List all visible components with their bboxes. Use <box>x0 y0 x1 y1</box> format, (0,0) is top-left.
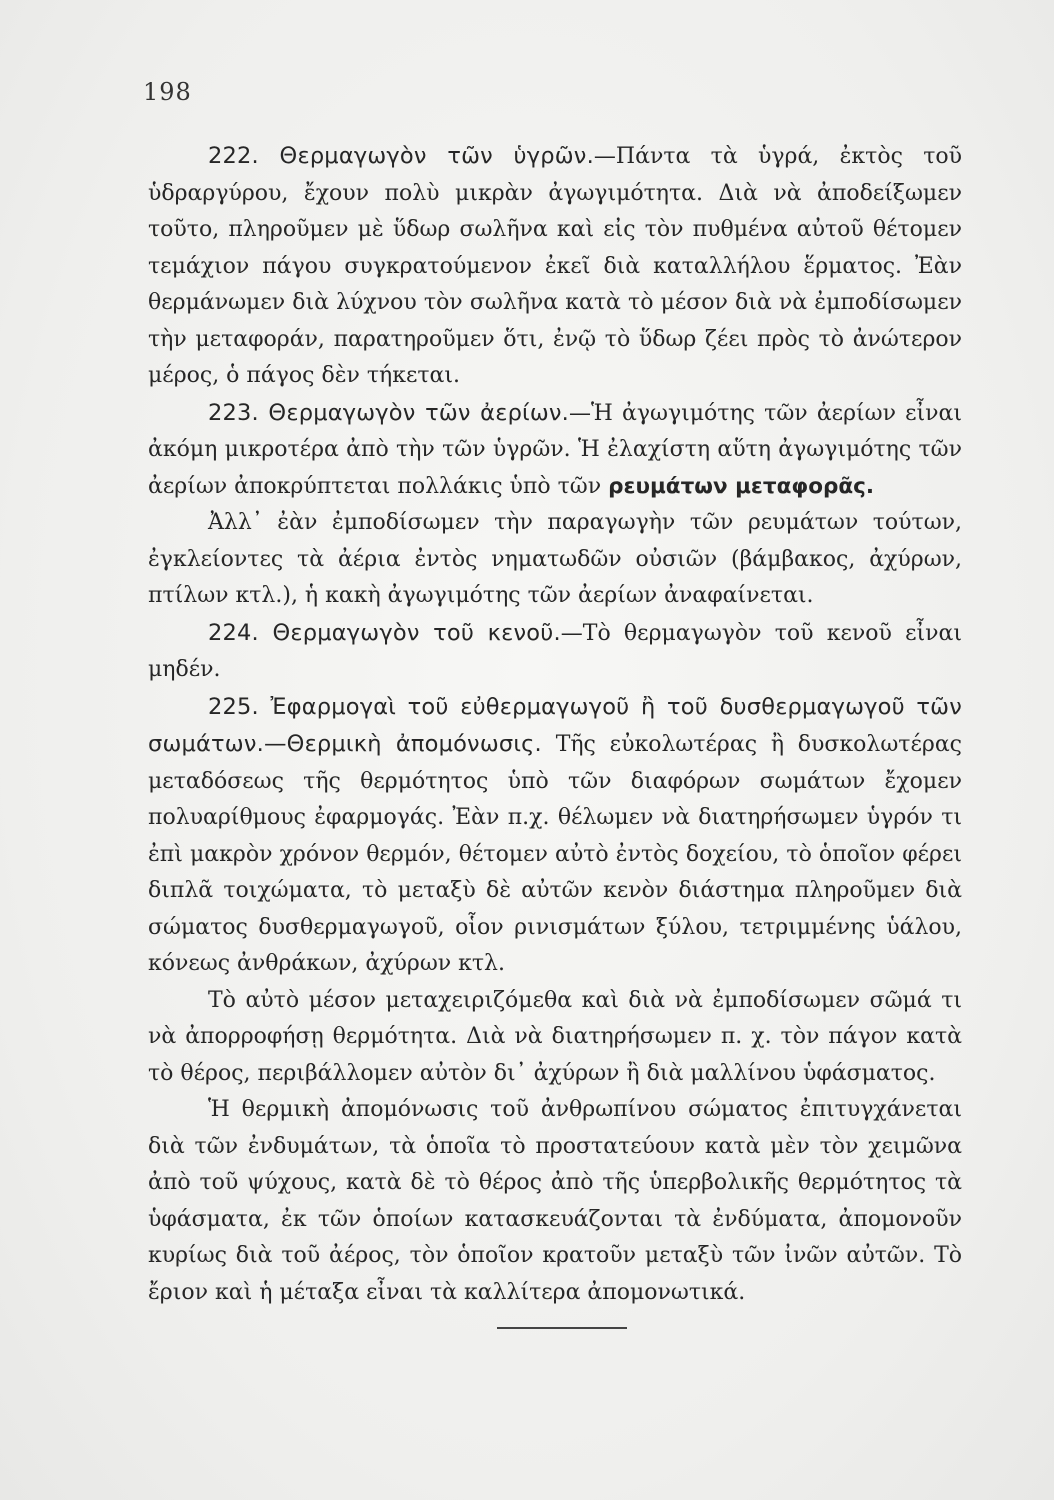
section-223-paragraph-2: Ἀλλ᾽ ἐὰν ἐμποδίσωμεν τὴν παραγωγὴν τῶν ρευμάτων τούτων, ἐγκλείοντες τὰ ἀέρια ἐντὸς νηματωδῶν οὐσιῶν (βάμβακος, ἀχύρων, πτίλων κτλ.), ἡ κακὴ ἀγωγιμότης τῶν ἀερίων ἀναφαίνεται. <box>148 510 962 608</box>
section-222-heading: 222. Θερμαγωγὸν τῶν ὑγρῶν. <box>208 143 594 169</box>
end-divider-rule <box>497 1327 627 1329</box>
section-222 <box>148 138 962 395</box>
section-223-body: —Ἡ ἀγωγιμότης τῶν ἀερίων εἶναι ἀκόμη μικροτέρα ἀπὸ τὴν τῶν ὑγρῶν. Ἡ ἐλαχίστη αὕτη ἀγωγιμότης τῶν ἀερίων ἀποκρύπτεται πολλάκις ὑπὸ τῶν <box>148 400 962 499</box>
section-224-heading: 224. Θερμαγωγὸν τοῦ κενοῦ. <box>208 619 561 646</box>
section-224 <box>148 615 962 689</box>
section-225-paragraph-3: Ἡ θερμικὴ ἀπομόνωσις τοῦ ἀνθρωπίνου σώματος ἐπιτυγχάνεται διὰ τῶν ἐνδυμάτων, τὰ ὁποῖα τὸ προστατεύουν κατὰ μὲν τὸν χειμῶνα ἀπὸ τοῦ ψύχους, κατὰ δὲ τὸ θέρος ἀπὸ τῆς ὑπερβολικῆς θερμότητος τὰ ὑφάσματα, ἐκ τῶν ὁποίων κατασκευάζονται τὰ ἐνδύματα, ἀπομονοῦν κυρίως διὰ τοῦ ἀέρος, τὸν ὁποῖον κρατοῦν μεταξὺ τῶν ἰνῶν αὐτῶν. Τὸ ἔριον καὶ ἡ μέταξα εἶναι τὰ καλλίτερα ἀπομονωτικά. <box>148 1097 962 1305</box>
section-225-heading: 225. Ἐφαρμογαὶ τοῦ εὐθερμαγωγοῦ ἢ τοῦ δυσθερμαγωγοῦ τῶν σωμάτων.—Θερμικὴ ἀπομόνωσις. <box>148 693 962 757</box>
section-224-body: —Τὸ θερμαγωγὸν τοῦ κενοῦ εἶναι μηδέν. <box>148 620 962 682</box>
section-223-heading: 223. Θερμαγωγὸν τῶν ἀερίων. <box>208 399 570 426</box>
section-225 <box>148 689 962 983</box>
section-222-body: —Πάντα τὰ ὑγρά, ἐκτὸς τοῦ ὑδραργύρου, ἔχουν πολὺ μικρὰν ἀγωγιμότητα. Διὰ νὰ ἀποδείξωμεν τοῦτο, πληροῦμεν μὲ ὕδωρ σωλῆνα καὶ εἰς τὸν πυθμένα αὐτοῦ θέτομεν τεμάχιον πάγου συγκρατούμενον ἐκεῖ διὰ καταλλήλου ἕρματος. Ἐὰν θερμάνωμεν διὰ λύχνου τὸν σωλῆνα κατὰ τὸ μέσον διὰ νὰ ἐμποδίσωμεν τὴν μεταφοράν, παρατηροῦμεν ὅτι, ἐνῷ τὸ ὕδωρ ζέει πρὸς τὸ ἀνώτερον μέρος, ὁ πάγος δὲν τήκεται. <box>148 144 962 388</box>
section-225-body: Τῆς εὐκολωτέρας ἢ δυσκολωτέρας μεταδόσεως τῆς θερμότητος ὑπὸ τῶν διαφόρων σωμάτων ἔχομεν πολυαρίθμους ἐφαρμογάς. Ἐὰν π.χ. θέλωμεν νὰ διατηρήσωμεν ὑγρόν τι ἐπὶ μακρὸν χρόνον θερμόν, θέτομεν αὐτὸ ἐντὸς δοχείου, τὸ ὁποῖον φέρει διπλᾶ τοιχώματα, τὸ μεταξὺ δὲ αὐτῶν κενὸν διάστημα πληροῦμεν διὰ σώματος δυσθερμαγωγοῦ, οἷον ρινισμάτων ξύλου, τετριμμένης ὑάλου, κόνεως ἀνθράκων, ἀχύρων κτλ. <box>148 732 962 976</box>
section-223-bold-term: ρευμάτων μεταφορᾶς. <box>608 473 875 499</box>
page-content <box>148 138 962 1311</box>
page-number: 198 <box>143 78 192 106</box>
section-225-paragraph-2: Τὸ αὐτὸ μέσον μεταχειριζόμεθα καὶ διὰ νὰ ἐμποδίσωμεν σῶμά τι νὰ ἀπορροφήσῃ θερμότητα. Διὰ νὰ διατηρήσωμεν π. χ. τὸν πάγον κατὰ τὸ θέρος, περιβάλλομεν αὐτὸν δι᾽ ἀχύρων ἢ διὰ μαλλίνου ὑφάσματος. <box>148 987 962 1086</box>
section-223 <box>148 395 962 506</box>
